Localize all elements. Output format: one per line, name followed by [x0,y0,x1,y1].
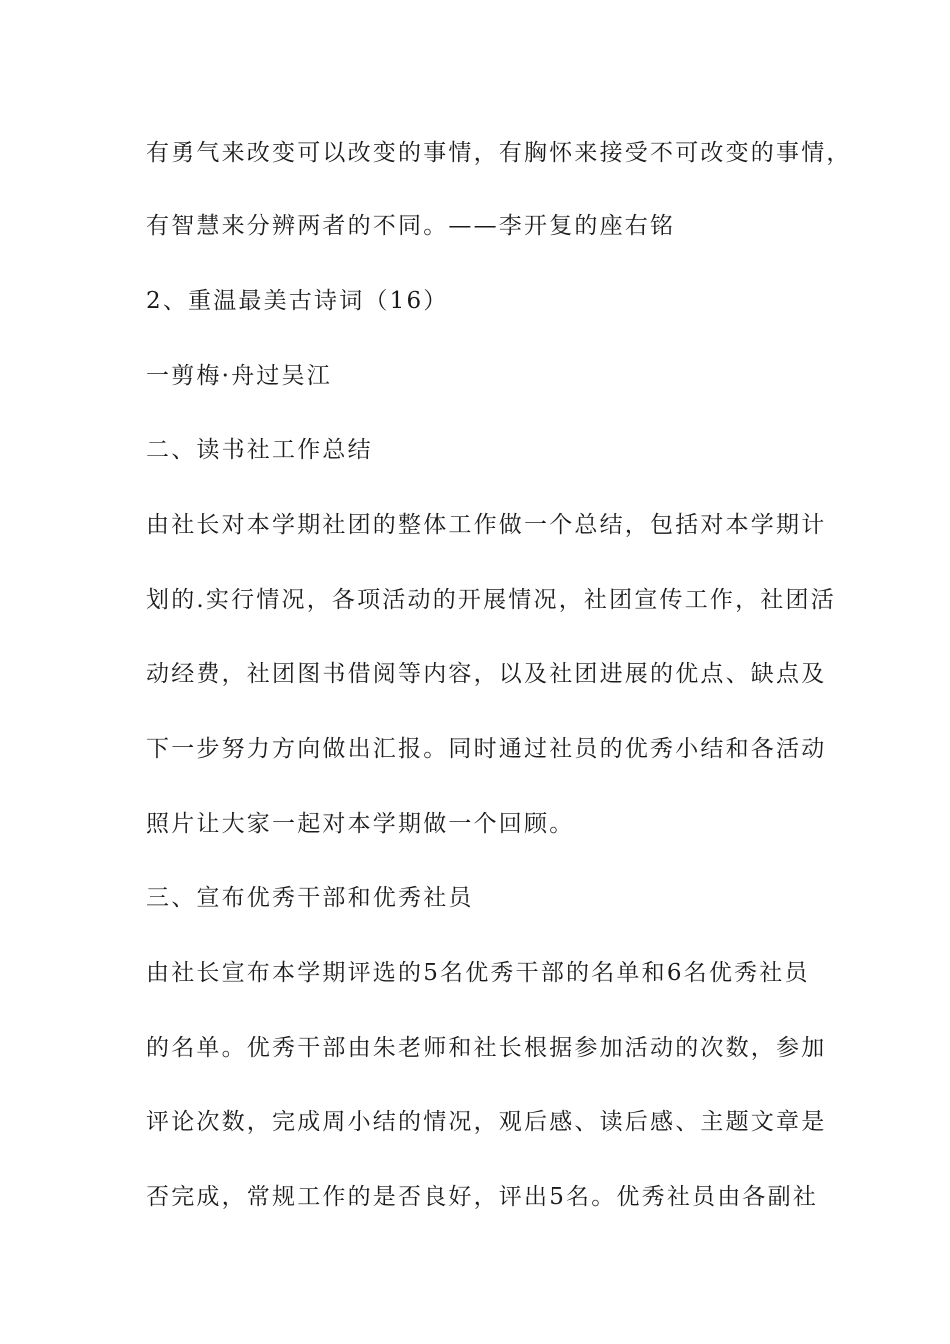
paragraph-line: 有勇气来改变可以改变的事情，有胸怀来接受不可改变的事情， [146,140,852,166]
paragraph-line: 照片让大家一起对本学期做一个回顾。 [146,811,575,837]
paragraph-line: 评论次数，完成周小结的情况，观后感、读后感、主题文章是 [146,1109,827,1135]
paragraph-line: 否完成，常规工作的是否良好，评出5名。优秀社员由各副社 [146,1184,819,1210]
section-heading: 三、宣布优秀干部和优秀社员 [146,885,474,911]
paragraph-line: 下一步努力方向做出汇报。同时通过社员的优秀小结和各活动 [146,736,827,762]
paragraph-line: 由社长宣布本学期评选的5名优秀干部的名单和6名优秀社员 [146,960,810,986]
paragraph-line: 由社长对本学期社团的整体工作做一个总结，包括对本学期计 [146,512,827,538]
paragraph-line: 动经费，社团图书借阅等内容，以及社团进展的优点、缺点及 [146,661,827,687]
paragraph-line: 的名单。优秀干部由朱老师和社长根据参加活动的次数，参加 [146,1035,827,1061]
paragraph-line: 有智慧来分辨两者的不同。——李开复的座右铭 [146,213,676,239]
poem-title: 一剪梅·舟过吴江 [146,363,332,389]
paragraph-line: 划的.实行情况，各项活动的开展情况，社团宣传工作，社团活 [146,587,836,613]
section-heading: 二、读书社工作总结 [146,437,373,463]
section-heading: 2、重温最美古诗词（16） [146,288,449,314]
